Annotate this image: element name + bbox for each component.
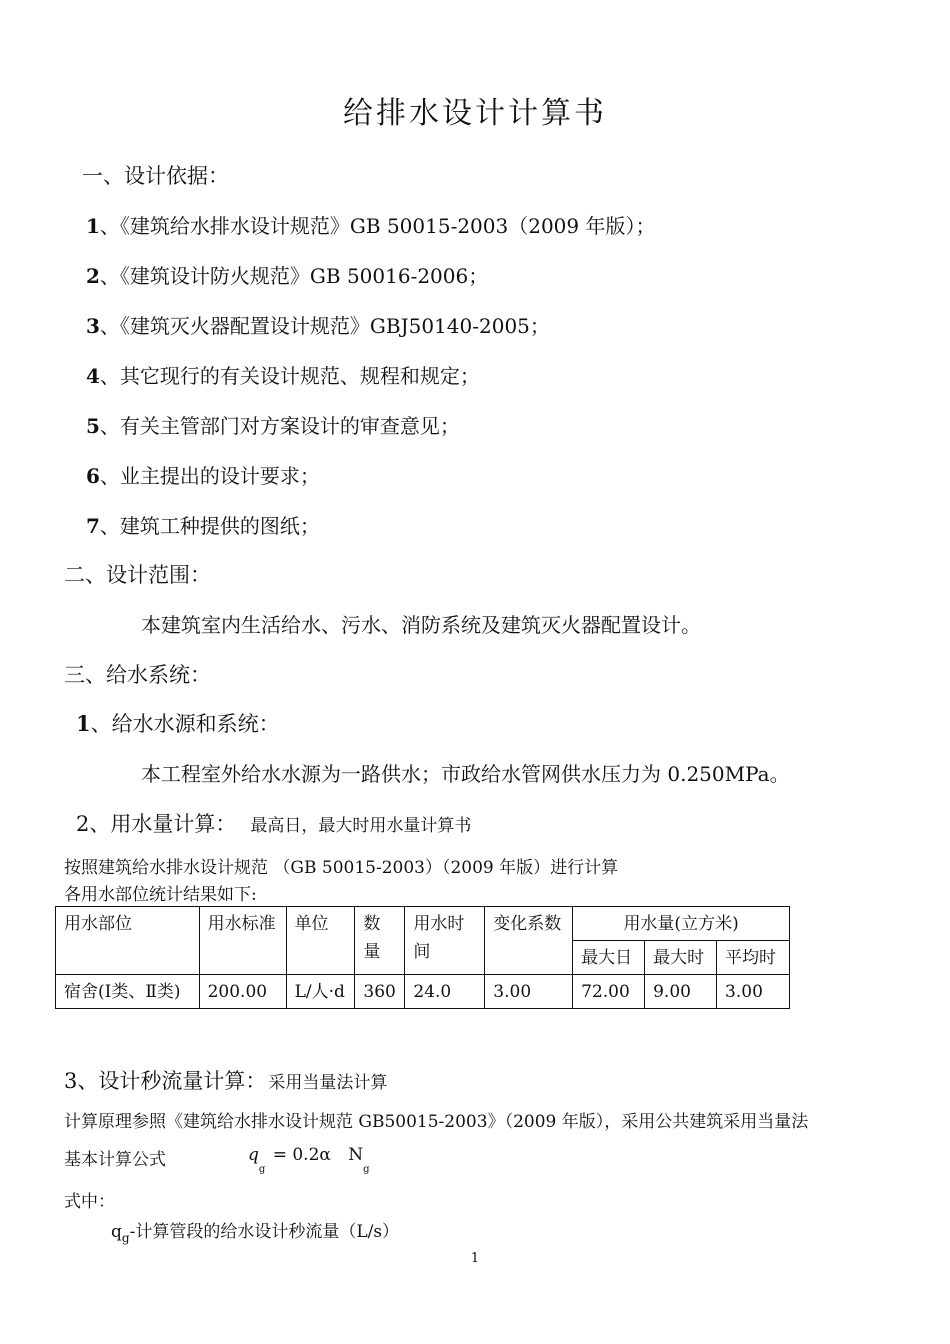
table-cell: 200.00 [199,975,286,1009]
subsection-title: 2、用水量计算： [76,812,237,836]
water-source-body: 本工程室外给水水源为一路供水；市政给水管网供水压力为 0.250MPa。 [141,762,790,786]
subsection-title: 、给水水源和系统： [90,712,280,736]
calc-basis-text: 按照建筑给水排水设计规范 （GB 50015-2003）（2009 年版）进行计算 [64,858,619,878]
definition-symbol: q [111,1222,122,1242]
header-cell: 最大日 [573,941,645,975]
item-text: 、有关主管部门对方案设计的审查意见； [99,414,460,438]
section-2-body: 本建筑室内生活给水、污水、消防系统及建筑灭火器配置设计。 [141,613,701,637]
section-1-heading: 一、设计依据： [82,164,229,188]
table-cell: 3.00 [717,975,790,1009]
item-number: 7 [86,514,100,538]
item-text: 、《建筑设计防火规范》GB 50016-2006； [99,264,489,288]
header-cell: 用水时间 [405,907,485,975]
subsection-note: 最高日，最大时用水量计算书 [250,816,472,836]
table-cell: 72.00 [573,975,645,1009]
formula-operator: = 0.2α [272,1145,331,1165]
item-number: 6 [86,464,100,488]
table-cell: L/人·d [286,975,355,1009]
definition-qg [111,1217,400,1245]
table-cell: 3.00 [485,975,573,1009]
basis-item-5 [86,410,460,439]
formula-lhs: q [248,1145,259,1165]
header-cell: 变化系数 [485,907,573,975]
page-number: 1 [470,1251,480,1266]
header-group-cell: 用水量(立方米) [573,907,790,941]
subsection-title: 3、设计秒流量计算： [64,1069,267,1093]
item-text: 、《建筑给水排水设计规范》GB 50015-2003（2009 年版）； [99,214,656,238]
basis-item-4 [86,360,480,389]
header-cell: 用水部位 [56,907,200,975]
formula-lhs-subscript: g [258,1164,266,1175]
header-cell: 单位 [286,907,355,975]
definition-text: -计算管段的给水设计秒流量（L/s） [129,1222,400,1242]
stats-intro-text: 各用水部位统计结果如下: [64,885,257,905]
definition-subscript: g [121,1231,130,1245]
section-2-heading: 二、设计范围： [64,563,211,587]
subsection-number: 1 [76,711,91,736]
table-cell: 宿舍(Ⅰ类、Ⅱ类) [56,975,200,1009]
basis-item-7 [86,510,320,539]
basis-item-2 [86,260,488,289]
item-number: 1 [86,214,100,238]
basis-item-6 [86,460,320,489]
item-number: 5 [86,414,100,438]
principle-text: 计算原理参照《建筑给水排水设计规范 GB50015-2003》（2009 年版），采用公共建筑采用当量法 [64,1112,809,1132]
formula-rhs: N [348,1145,364,1165]
subsection-note: 采用当量法计算 [268,1073,388,1093]
header-cell: 平均时 [717,941,790,975]
section-3-heading: 三、给水系统： [64,663,211,687]
subsection-3-heading [64,1065,387,1095]
water-usage-table [55,906,790,1009]
header-cell: 用水标准 [199,907,286,975]
table-cell: 360 [355,975,405,1009]
item-number: 2 [86,264,100,288]
basis-item-3 [86,310,550,339]
basis-item-1 [86,210,656,239]
formula-label: 基本计算公式 [64,1150,166,1170]
formula [248,1145,370,1175]
formula-rhs-subscript: g [363,1164,370,1175]
item-text: 、建筑工种提供的图纸； [99,514,320,538]
table-cell: 9.00 [645,975,717,1009]
table-header-row [56,907,790,941]
item-text: 、《建筑灭火器配置设计规范》GBJ50140-2005； [99,314,550,338]
table-cell: 24.0 [405,975,485,1009]
subsection-1-heading [76,708,280,738]
item-number: 3 [86,314,100,338]
header-cell: 最大时 [645,941,717,975]
item-number: 4 [86,364,100,388]
document-title: 给排水设计计算书 [343,96,607,131]
subsection-2-heading [76,808,471,838]
header-cell: 数量 [355,907,405,975]
where-label: 式中： [64,1192,115,1212]
item-text: 、其它现行的有关设计规范、规程和规定； [99,364,480,388]
table-row [56,975,790,1009]
item-text: 、业主提出的设计要求； [99,464,320,488]
